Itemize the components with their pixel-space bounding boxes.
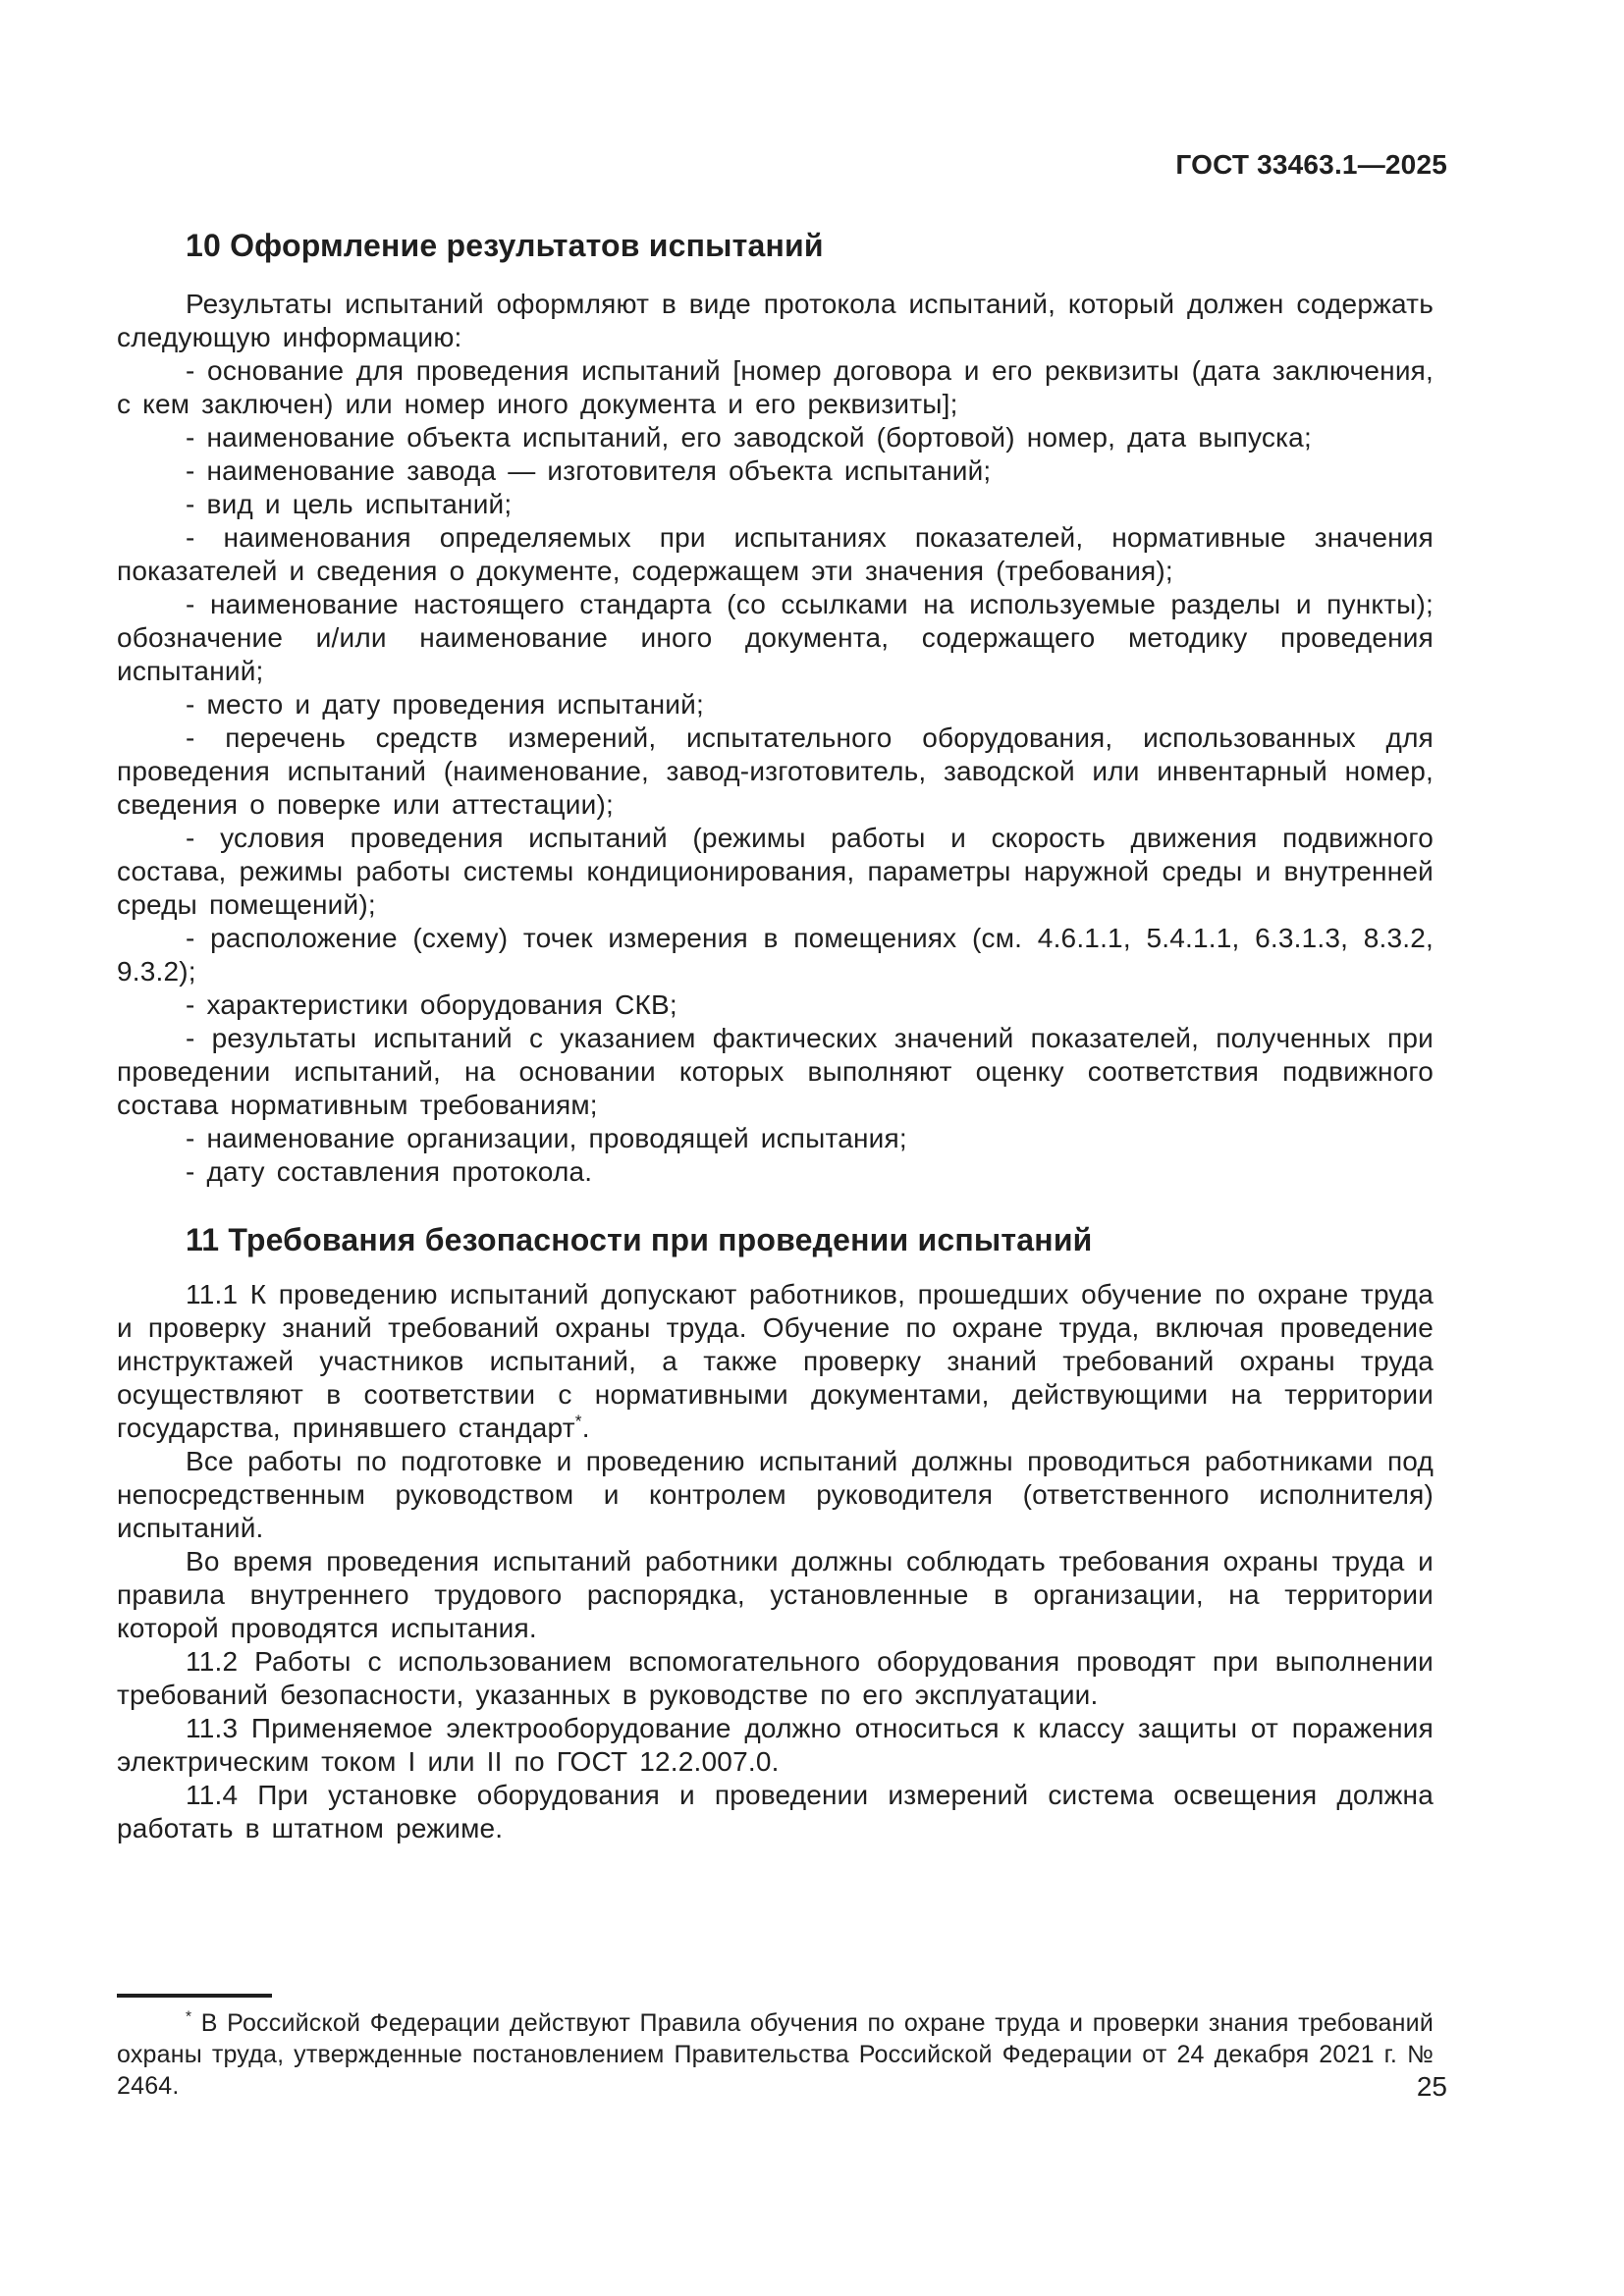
section-10-list-item: - дату составления протокола. — [186, 1156, 593, 1187]
section-10-heading: 10 Оформление результатов испытаний — [186, 228, 824, 263]
section-10-list-item: - наименования определяемых при испытаниях показателей, нормативные значения показателей и сведения о документе, содержащем эти значения (требования); — [117, 522, 1434, 586]
section-11-paragraph: 11.4 При установке оборудования и проведении измерений система освещения должна работать в штатном режиме. — [117, 1780, 1434, 1843]
section-10-list-item: - вид и цель испытаний; — [186, 489, 513, 519]
section-11-heading: 11 Требования безопасности при проведении испытаний — [186, 1222, 1093, 1257]
section-11-paragraph: 11.2 Работы с использованием вспомогательного оборудования проводят при выполнении требований безопасности, указанных в руководстве по его эксплуатации. — [117, 1646, 1434, 1710]
footnote-text: В Российской Федерации действуют Правила обучения по охране труда и проверки знания требований охраны труда, утвержденные постановлением Правительства Российской Федерации от 24 декабря 2021 г. № 2464. — [117, 2009, 1434, 2100]
section-11-paragraph: 11.3 Применяемое электрооборудование должно относиться к классу защиты от поражения электрическим током I или II по ГОСТ 12.2.007.0. — [117, 1713, 1434, 1777]
section-10-list-item: - перечень средств измерений, испытательного оборудования, использованных для проведения испытаний (наименование, завод-изготовитель, заводской или инвентарный номер, сведения о поверке или аттестации); — [117, 722, 1434, 820]
section-11-paragraph: Все работы по подготовке и проведению испытаний должны проводиться работниками под непосредственным руководством и контролем руководителя (ответственного исполнителя) испытаний. — [117, 1446, 1434, 1543]
section-11-paragraph: Во время проведения испытаний работники должны соблюдать требования охраны труда и правила внутреннего трудового распорядка, установленные в организации, на территории которой проводятся испытания. — [117, 1546, 1434, 1643]
footnote-reference-marker: * — [574, 1411, 582, 1431]
section-10-intro-paragraph: Результаты испытаний оформляют в виде протокола испытаний, который должен содержать следующую информацию: — [117, 289, 1434, 352]
section-10-list-item: - наименование завода — изготовителя объекта испытаний; — [186, 455, 992, 486]
paragraph-tail: . — [581, 1413, 590, 1443]
section-10-list-item: - расположение (схему) точек измерения в помещениях (см. 4.6.1.1, 5.4.1.1, 6.3.1.3, 8.3.2, 9.3.2); — [117, 923, 1434, 987]
document-code-header: ГОСТ 33463.1—2025 — [1175, 149, 1447, 180]
section-10-list-item: - условия проведения испытаний (режимы работы и скорость движения подвижного состава, режимы работы системы кондиционирования, параметры наружной среды и внутренней среды помещений); — [117, 823, 1434, 920]
page-number: 25 — [1416, 2071, 1447, 2102]
footnote-separator-rule — [117, 1994, 272, 1998]
footnote-paragraph — [117, 2007, 1434, 2102]
section-11-paragraph-11-1 — [117, 1278, 1434, 1445]
section-10-item-list — [117, 354, 1434, 1189]
footnote-marker: * — [186, 2008, 192, 2026]
section-10-list-item: - основание для проведения испытаний [номер договора и его реквизиты (дата заключения, с кем заключен) или номер иного документа и его реквизиты]; — [117, 355, 1434, 419]
footnote-block — [117, 1994, 1434, 2102]
paragraph-text: 11.1 К проведению испытаний допускают работников, прошедших обучение по охране труда и проверку знаний требований охраны труда. Обучение по охране труда, включая проведение инструктажей участников испытаний, а также проверку знаний требований охраны труда осуществляют в соответствии с нормативными документами, действующими на территории государства, принявшего стандарт — [117, 1279, 1434, 1443]
section-10-list-item: - наименование объекта испытаний, его заводской (бортовой) номер, дата выпуска; — [186, 422, 1312, 453]
section-10-list-item: - место и дату проведения испытаний; — [186, 689, 704, 720]
section-10-list-item: - результаты испытаний с указанием фактических значений показателей, полученных при проведении испытаний, на основании которых выполняют оценку соответствия подвижного состава нормативным требованиям; — [117, 1023, 1434, 1120]
section-10-list-item: - наименование настоящего стандарта (со ссылками на используемые разделы и пункты); обозначение и/или наименование иного документа, содержащего методику проведения испытаний; — [117, 589, 1434, 686]
section-11-paragraphs — [117, 1445, 1434, 1845]
document-body — [117, 0, 1434, 1845]
section-10-list-item: - наименование организации, проводящей испытания; — [186, 1123, 907, 1153]
section-10-list-item: - характеристики оборудования СКВ; — [186, 989, 677, 1020]
